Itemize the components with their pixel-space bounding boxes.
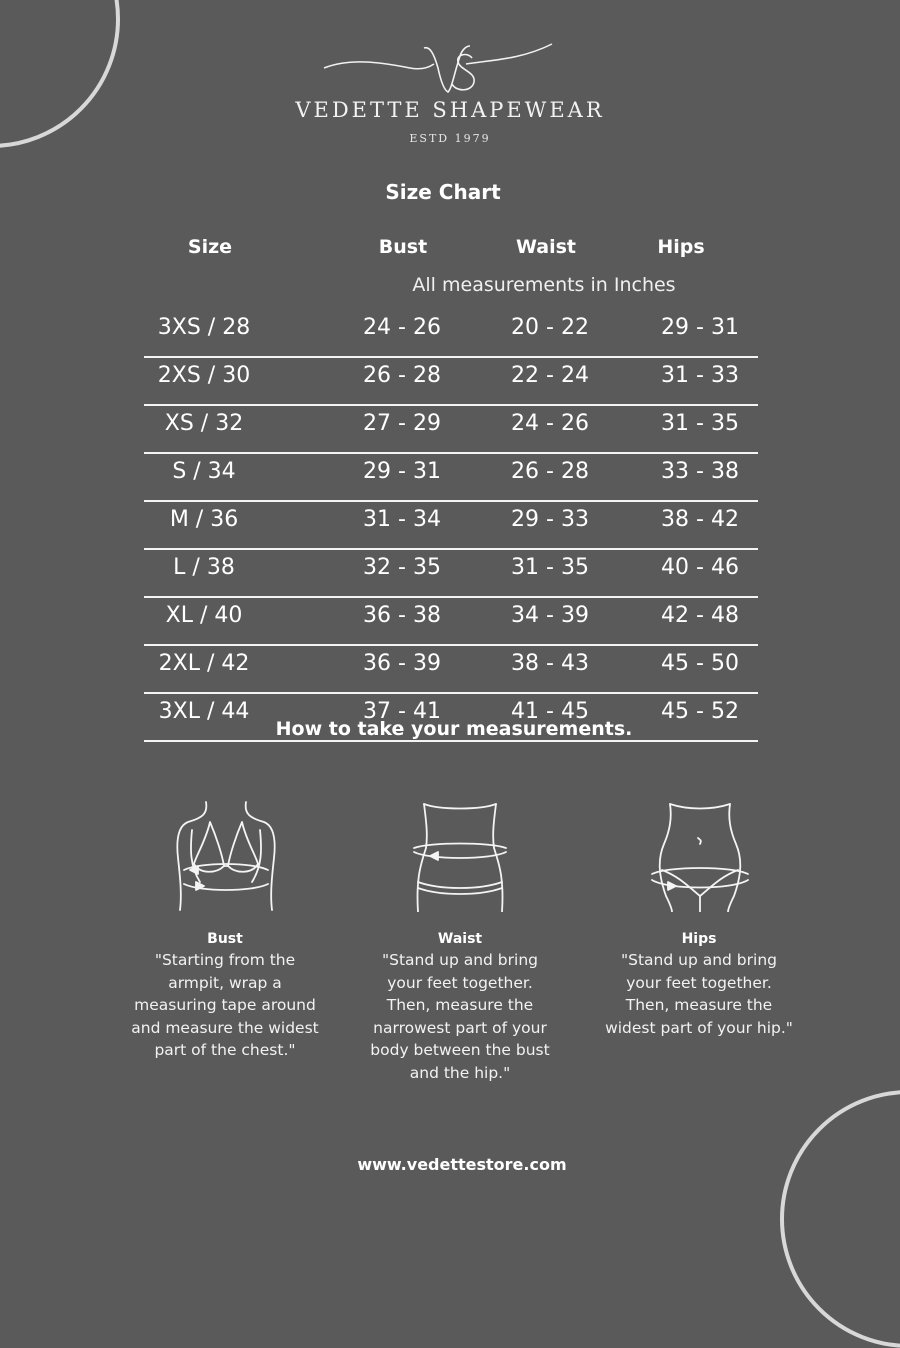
cell-bust: 24 - 26 — [363, 315, 441, 340]
table-row — [144, 502, 758, 550]
hips-instruction-text: "Stand up and bring your feet together. Then, measure the widest part of your hip." — [605, 951, 793, 1037]
cell-bust: 31 - 34 — [363, 507, 441, 532]
cell-size: 3XL / 44 — [158, 699, 250, 724]
cell-size: XL / 40 — [165, 603, 243, 628]
cell-waist: 29 - 33 — [511, 507, 589, 532]
cell-hips: 40 - 46 — [661, 555, 739, 580]
waist-instruction-text: "Stand up and bring your feet together. Then, measure the narrowest part of your body between the bust and the hip." — [370, 951, 550, 1082]
table-row — [144, 310, 758, 358]
cell-size: L / 38 — [173, 555, 235, 580]
brand-name: VEDETTE SHAPEWEAR — [295, 98, 605, 122]
hips-instruction — [604, 931, 794, 1039]
cell-hips: 45 - 52 — [661, 699, 739, 724]
cell-bust: 36 - 39 — [363, 651, 441, 676]
cell-bust: 32 - 35 — [363, 555, 441, 580]
website-url: www.vedettestore.com — [357, 1155, 567, 1174]
howto-title: How to take your measurements. — [275, 718, 633, 740]
cell-bust: 26 - 28 — [363, 363, 441, 388]
cell-hips: 42 - 48 — [661, 603, 739, 628]
cell-size: S / 34 — [172, 459, 236, 484]
cell-hips: 31 - 33 — [661, 363, 739, 388]
cell-bust: 37 - 41 — [363, 699, 441, 724]
brand-established: ESTD 1979 — [409, 132, 491, 145]
bust-instruction — [130, 931, 320, 1062]
cell-hips: 29 - 31 — [661, 315, 739, 340]
size-chart-title: Size Chart — [385, 180, 501, 204]
cell-size: XS / 32 — [164, 411, 244, 436]
column-header-waist: Waist — [515, 236, 576, 258]
brand-logo — [0, 38, 900, 145]
waist-instruction — [365, 931, 555, 1085]
cell-size: 3XS / 28 — [157, 315, 251, 340]
cell-waist: 20 - 22 — [511, 315, 589, 340]
table-row — [144, 406, 758, 454]
cell-bust: 29 - 31 — [363, 459, 441, 484]
table-row — [144, 454, 758, 502]
cell-waist: 26 - 28 — [511, 459, 589, 484]
waist-measure-icon — [410, 800, 510, 912]
cell-size: M / 36 — [169, 507, 239, 532]
table-row — [144, 550, 758, 598]
units-note: All measurements in Inches — [412, 274, 676, 296]
bust-instruction-title: Bust — [207, 931, 243, 947]
cell-hips: 38 - 42 — [661, 507, 739, 532]
column-header-hips: Hips — [657, 236, 705, 258]
hips-instruction-title: Hips — [681, 931, 717, 947]
cell-bust: 36 - 38 — [363, 603, 441, 628]
hips-measure-icon — [648, 800, 752, 912]
cell-hips: 31 - 35 — [661, 411, 739, 436]
cell-waist: 34 - 39 — [511, 603, 589, 628]
table-row — [144, 646, 758, 694]
column-header-bust: Bust — [378, 236, 428, 258]
waist-instruction-title: Waist — [437, 931, 483, 947]
bust-measure-icon — [170, 800, 282, 912]
decorative-arc-bottom-right — [780, 1090, 900, 1348]
column-header-size: Size — [187, 236, 233, 258]
svg-text:VS: VS — [448, 77, 451, 79]
table-row — [144, 358, 758, 406]
cell-waist: 24 - 26 — [511, 411, 589, 436]
cell-waist: 31 - 35 — [511, 555, 589, 580]
cell-size: 2XL / 42 — [158, 651, 250, 676]
cell-size: 2XS / 30 — [157, 363, 251, 388]
table-row — [144, 598, 758, 646]
cell-waist: 41 - 45 — [511, 699, 589, 724]
bust-instruction-text: "Starting from the armpit, wrap a measuring tape around and measure the widest part of the chest." — [131, 951, 319, 1060]
size-table — [144, 310, 758, 742]
cell-waist: 22 - 24 — [511, 363, 589, 388]
cell-hips: 45 - 50 — [661, 651, 739, 676]
cell-hips: 33 - 38 — [661, 459, 739, 484]
cell-bust: 27 - 29 — [363, 411, 441, 436]
vs-monogram-icon — [320, 38, 580, 96]
cell-waist: 38 - 43 — [511, 651, 589, 676]
